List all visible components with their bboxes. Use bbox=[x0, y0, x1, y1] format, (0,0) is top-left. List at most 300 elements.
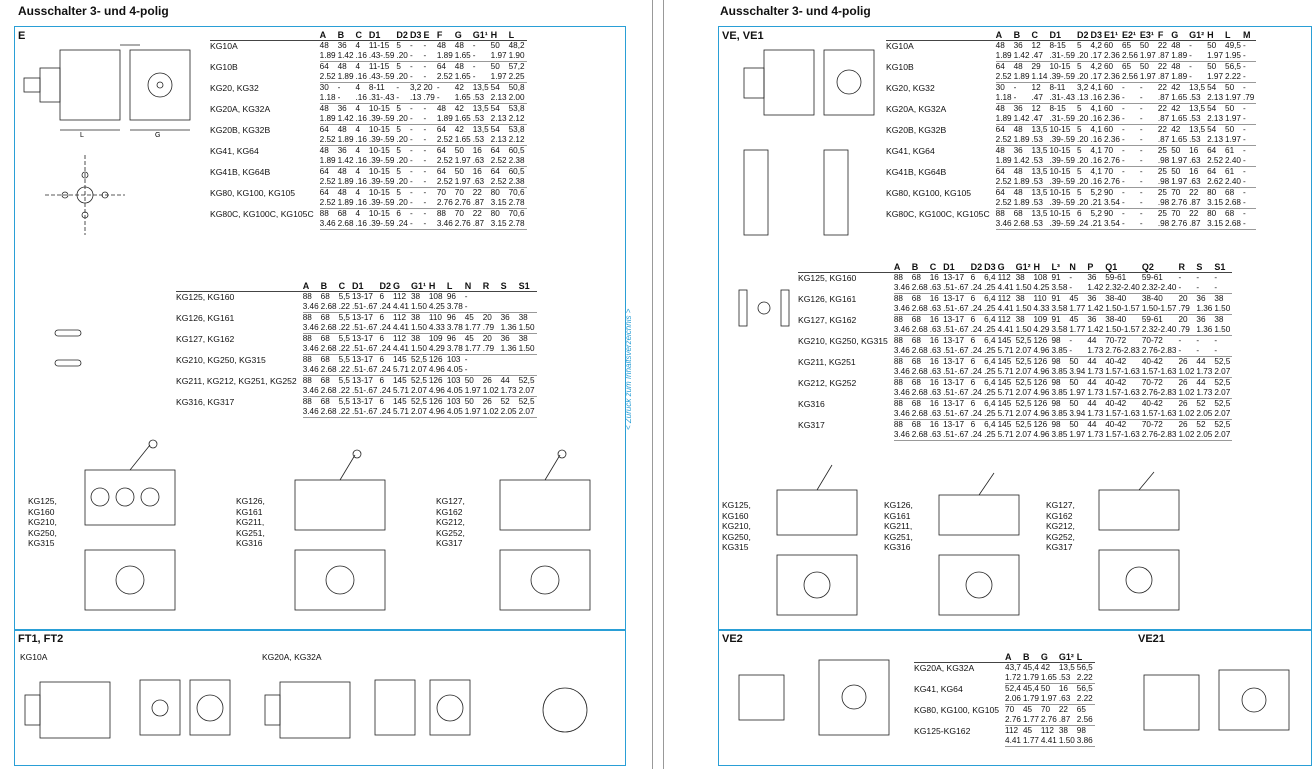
cell-inch: 2.07 bbox=[1214, 409, 1231, 418]
cell-mm: 11-15 bbox=[368, 62, 390, 71]
cell-mm: 25 bbox=[1157, 167, 1167, 176]
cell-inch: 5.71 bbox=[997, 367, 1014, 376]
cell-inch: .16 bbox=[1090, 177, 1104, 188]
cell-mm: 65 bbox=[1121, 62, 1132, 71]
cell-inch: 1.89 bbox=[319, 114, 336, 123]
cell-inch: - bbox=[1196, 346, 1214, 357]
section-title-ve2: VE2 bbox=[722, 633, 743, 645]
cell-mm: 6,4 bbox=[984, 399, 996, 408]
ft-label-kg10a: KG10A bbox=[20, 652, 48, 662]
cell-mm: 64 bbox=[319, 188, 329, 197]
rt2-header-9: L³ bbox=[1051, 262, 1069, 273]
row-label: KG41, KG64 bbox=[210, 145, 259, 156]
cell-inch: 2.68 bbox=[320, 323, 337, 332]
cell-inch: - bbox=[1122, 135, 1140, 146]
cell-mm: 70-72 bbox=[1105, 336, 1127, 345]
cell-inch: - bbox=[1140, 114, 1158, 125]
cell-mm: 3,2 bbox=[1076, 83, 1089, 92]
cell-mm: 80 bbox=[1207, 188, 1217, 197]
cell-inch: 1.77 bbox=[464, 344, 481, 353]
cell-inch: - bbox=[1014, 93, 1032, 104]
cell-mm: 64 bbox=[1207, 167, 1217, 176]
lt1-header-8: G bbox=[455, 30, 473, 41]
cell-mm: 70 bbox=[454, 188, 464, 197]
cell-inch: 1.65 bbox=[1040, 673, 1057, 682]
cell-inch: .51-.67 bbox=[351, 365, 378, 374]
cell-inch: .87 bbox=[1189, 198, 1207, 209]
cell-inch: .20 bbox=[1077, 198, 1091, 209]
cell-inch: .22 bbox=[338, 344, 350, 353]
table-row bbox=[886, 125, 1256, 136]
cell-mm: 70 bbox=[1171, 188, 1181, 197]
cell-inch: .63 bbox=[929, 304, 942, 313]
cell-inch: 4.05 bbox=[446, 386, 463, 395]
cell-mm: 38 bbox=[1015, 294, 1025, 303]
ve-switch-drawing-1 bbox=[772, 460, 862, 630]
cell-inch: 1.97 bbox=[1171, 177, 1188, 186]
cell-inch: 1.89 bbox=[1171, 51, 1188, 60]
cell-inch: .20 bbox=[396, 177, 410, 188]
cell-inch: 1.97 bbox=[1225, 114, 1241, 123]
cell-mm: - bbox=[1242, 188, 1246, 197]
cell-mm: 70 bbox=[1171, 209, 1181, 218]
cell-inch: .63 bbox=[1189, 156, 1207, 167]
cell-inch: .20 bbox=[1077, 72, 1091, 83]
cell-mm: 40-42 bbox=[1105, 357, 1127, 366]
cell-inch: 2.07 bbox=[518, 407, 535, 416]
cell-mm: 48 bbox=[1013, 167, 1023, 176]
cell-mm: 52,5 bbox=[518, 397, 535, 406]
cell-inch: - bbox=[1214, 346, 1232, 357]
cell-inch: 2.05 bbox=[500, 407, 517, 416]
row-label: KG125, KG160 bbox=[798, 273, 857, 283]
cell-mm: 48 bbox=[337, 125, 347, 134]
cell-mm: 52,5 bbox=[1214, 399, 1231, 408]
cell-mm: 16 bbox=[929, 294, 939, 303]
cell-mm: 54 bbox=[490, 125, 500, 134]
cell-mm: 5 bbox=[1076, 125, 1082, 134]
cell-inch: - bbox=[1214, 283, 1232, 294]
cell-mm bbox=[501, 355, 519, 366]
cell-inch: .47 bbox=[1032, 51, 1050, 62]
cell-inch: 1.50-1.57 bbox=[1141, 304, 1177, 313]
cell-mm: 64 bbox=[319, 125, 329, 134]
cell-mm: 50 bbox=[1171, 167, 1181, 176]
cell-mm: 64 bbox=[319, 62, 329, 71]
cell-inch: .63 bbox=[929, 367, 942, 376]
cell-inch: 2.78 bbox=[508, 219, 525, 228]
lt2-header-7: H bbox=[429, 281, 447, 292]
cell-inch: 1.79 bbox=[1022, 673, 1039, 682]
cell-inch: 1.50 bbox=[518, 344, 535, 353]
cell-mm: 44 bbox=[500, 376, 510, 385]
cell-inch: 1.97 bbox=[1207, 72, 1224, 81]
cell-mm: 6 bbox=[379, 292, 385, 301]
cell-mm: 36 bbox=[1013, 104, 1023, 113]
cell-mm: 88 bbox=[302, 376, 312, 385]
cell-inch: - bbox=[410, 177, 424, 188]
cell-mm: 38-40 bbox=[1105, 294, 1127, 303]
rt1-header-13: L bbox=[1225, 30, 1243, 41]
cell-inch: 1.65 bbox=[1171, 114, 1188, 123]
cell-mm: 4,1 bbox=[1090, 167, 1102, 176]
group-label-1: KG125, KG160 KG210, KG250, KG315 bbox=[28, 496, 57, 548]
row-label: KG211, KG212, KG251, KG252 bbox=[176, 375, 297, 386]
lt2-header-2: C bbox=[339, 281, 352, 292]
cell-mm: 48 bbox=[995, 41, 1005, 50]
cell-mm: 50 bbox=[1139, 62, 1149, 71]
cell-inch: - bbox=[465, 302, 483, 313]
cell-inch: .20 bbox=[1077, 177, 1091, 188]
cell-mm: 50 bbox=[1040, 684, 1051, 693]
cell-inch: 2.36 bbox=[1104, 114, 1120, 123]
cell-mm: 56,5 bbox=[1225, 62, 1241, 71]
cell-mm: 88 bbox=[893, 357, 903, 366]
cell-mm: 68 bbox=[911, 399, 921, 408]
cell-inch: 1.77 bbox=[1022, 736, 1039, 745]
cell-mm: 48 bbox=[1171, 41, 1181, 50]
cell-inch: .63 bbox=[1189, 177, 1207, 188]
cell-mm: 38-40 bbox=[1105, 315, 1127, 324]
cell-inch: .31-.59 bbox=[1049, 114, 1075, 123]
cell-inch: 2.68 bbox=[911, 409, 928, 418]
cell-mm: 42 bbox=[454, 104, 464, 113]
cell-inch: - bbox=[1243, 135, 1256, 146]
cell-inch: 4.96 bbox=[1033, 346, 1050, 355]
cell-inch: 3.86 bbox=[1076, 736, 1093, 745]
table-row bbox=[176, 334, 537, 345]
row-label: KG317 bbox=[798, 419, 825, 430]
dimension-table-kg125-kg317 bbox=[176, 281, 537, 418]
cell-mm: 52,5 bbox=[1015, 378, 1032, 387]
cell-inch: 2.68 bbox=[1225, 198, 1241, 207]
cell-mm: 38 bbox=[1015, 315, 1025, 324]
table-row bbox=[176, 313, 537, 324]
cell-mm: 60 bbox=[1104, 41, 1114, 50]
cell-mm: 44 bbox=[1087, 378, 1097, 387]
cell-mm: 145 bbox=[997, 336, 1012, 345]
cell-mm: 52,5 bbox=[1214, 357, 1231, 366]
cell-mm: 50 bbox=[1207, 62, 1217, 71]
cell-mm: 5,5 bbox=[338, 355, 350, 364]
cell-mm: 68 bbox=[911, 420, 921, 429]
cell-inch: 2.05 bbox=[1196, 430, 1213, 439]
rt1-header-2: C bbox=[1032, 30, 1050, 41]
row-label: KG41B, KG64B bbox=[210, 166, 271, 177]
cell-mm: 10-15 bbox=[368, 209, 390, 218]
cell-mm: 98 bbox=[1051, 399, 1061, 408]
cell-inch: .20 bbox=[396, 51, 410, 62]
cell-inch: 3.85 bbox=[1051, 409, 1068, 418]
cell-inch: - bbox=[1243, 219, 1256, 230]
cell-mm bbox=[483, 355, 501, 366]
cell-inch: 1.97 bbox=[1040, 694, 1057, 703]
cell-inch: .53 bbox=[1032, 219, 1050, 230]
cell-inch: 2.13 bbox=[1207, 114, 1224, 123]
cell-inch: 3.46 bbox=[893, 367, 910, 376]
cell-inch: .25 bbox=[984, 367, 998, 378]
cell-mm: 98 bbox=[1051, 378, 1061, 387]
right-page bbox=[664, 0, 1316, 769]
cell-mm: 4,1 bbox=[1090, 104, 1102, 113]
cell-inch: - bbox=[410, 198, 424, 209]
lt2-header-10: R bbox=[483, 281, 501, 292]
cell-mm: 48 bbox=[1013, 62, 1023, 71]
cell-mm: 5 bbox=[396, 167, 401, 176]
cell-inch: .24 bbox=[971, 409, 985, 420]
cell-mm: 52,5 bbox=[1015, 336, 1032, 345]
cell-mm: 12 bbox=[1031, 41, 1041, 50]
cell-mm: 5,2 bbox=[1090, 188, 1102, 197]
cell-mm: 53,8 bbox=[508, 104, 525, 113]
table-row bbox=[886, 104, 1256, 115]
cell-inch: .24 bbox=[971, 367, 985, 378]
cell-inch: 4.05 bbox=[446, 407, 463, 416]
cell-mm: 36 bbox=[1087, 273, 1097, 282]
cell-inch: 1.77 bbox=[464, 323, 481, 332]
row-label: KG126, KG161 bbox=[798, 293, 857, 304]
cell-inch: 2.36 bbox=[1104, 135, 1120, 144]
cell-inch: 1.14 bbox=[1031, 72, 1048, 81]
cell-inch: 2.52 bbox=[490, 156, 507, 165]
back-link-left[interactable]: < Zurück zum Inhaltsverzeichnis > bbox=[624, 308, 633, 430]
cell-inch: 3.78 bbox=[446, 323, 463, 332]
cell-inch: .24 bbox=[379, 344, 393, 355]
cell-inch: 2.68 bbox=[320, 302, 337, 311]
cell-mm: 16 bbox=[929, 336, 939, 345]
cell-inch: 1.36 bbox=[500, 344, 517, 353]
cell-inch: 4.96 bbox=[1033, 367, 1050, 376]
cell-mm: 38 bbox=[410, 334, 421, 343]
ve-group-label-1: KG125, KG160 KG210, KG250, KG315 bbox=[722, 500, 751, 552]
cell-mm: - bbox=[1139, 104, 1143, 113]
cell-mm: 52,5 bbox=[1015, 399, 1032, 408]
cell-inch: 1.97 bbox=[1207, 51, 1224, 60]
cell-inch: .51-.67 bbox=[943, 283, 969, 292]
cell-mm: 26 bbox=[1178, 399, 1188, 408]
cell-mm: 53,8 bbox=[508, 125, 525, 134]
cell-inch: 3.58 bbox=[1051, 304, 1068, 313]
row-label: KG126, KG161 bbox=[176, 312, 235, 323]
cell-mm: 91 bbox=[1051, 294, 1061, 303]
row-label: KG210, KG250, KG315 bbox=[798, 335, 888, 346]
cell-mm: 88 bbox=[436, 209, 446, 218]
lt2-header-12: S1 bbox=[519, 281, 537, 292]
cell-mm: 91 bbox=[1051, 315, 1061, 324]
cell-mm: 44 bbox=[1087, 420, 1097, 429]
cell-inch: 2.22 bbox=[1076, 694, 1093, 703]
cell-mm: 6 bbox=[970, 357, 976, 366]
cell-mm: 5 bbox=[396, 146, 401, 155]
rt2-header-6: G bbox=[998, 262, 1016, 273]
cell-mm: 38-40 bbox=[1141, 294, 1163, 303]
rt2-header-15: S bbox=[1196, 262, 1214, 273]
cell-inch: .39-.59 bbox=[368, 219, 395, 228]
cell-mm: 16 bbox=[929, 315, 939, 324]
cell-inch: 5.71 bbox=[393, 407, 409, 416]
cell-mm: 145 bbox=[997, 399, 1012, 408]
page-title-right: Ausschalter 3- und 4-polig bbox=[720, 4, 871, 18]
row-label: KG10B bbox=[886, 61, 914, 72]
cell-inch: 2.07 bbox=[1015, 388, 1032, 397]
cell-mm: 50 bbox=[1225, 125, 1235, 134]
cell-inch: 1.65 bbox=[1171, 93, 1188, 102]
cell-mm: 52,4 bbox=[1005, 684, 1021, 693]
cell-inch: 1.73 bbox=[1087, 388, 1104, 397]
cell-inch: - bbox=[1140, 198, 1158, 209]
cell-inch: .22 bbox=[338, 323, 350, 332]
table-row bbox=[886, 188, 1256, 199]
cell-mm: 20 bbox=[423, 83, 433, 92]
cell-inch: 2.68 bbox=[911, 283, 928, 292]
cell-mm: 61 bbox=[1225, 167, 1235, 176]
cell-mm: 60 bbox=[1104, 83, 1114, 92]
cell-inch: 3.15 bbox=[490, 198, 507, 207]
cell-inch: 3.46 bbox=[893, 409, 910, 418]
cell-inch: 2.13 bbox=[1207, 135, 1224, 144]
cell-mm: 6 bbox=[379, 355, 385, 364]
table-row bbox=[798, 336, 1232, 347]
cell-mm: - bbox=[409, 209, 413, 218]
cell-mm: 48 bbox=[454, 62, 464, 71]
cell-mm: 4 bbox=[355, 83, 361, 92]
cell-mm: - bbox=[472, 62, 476, 71]
cell-mm: 61 bbox=[1225, 146, 1235, 155]
lt2-header-9: N bbox=[465, 281, 483, 292]
cell-mm: - bbox=[1242, 125, 1246, 134]
cell-inch: 5.71 bbox=[997, 430, 1014, 439]
cell-mm: - bbox=[1242, 104, 1246, 113]
cell-inch: .22 bbox=[338, 302, 350, 311]
cell-mm: 16 bbox=[472, 167, 482, 176]
cell-mm: 22 bbox=[1157, 83, 1167, 92]
cell-inch: .87 bbox=[473, 219, 491, 230]
cell-inch: 3.54 bbox=[1104, 198, 1120, 207]
cell-mm: - bbox=[1139, 188, 1143, 197]
cell-inch: 2.76-2.83 bbox=[1105, 346, 1140, 355]
rt2-header-14: R bbox=[1178, 262, 1196, 273]
cell-inch: 3.46 bbox=[436, 219, 453, 228]
cell-inch: .87 bbox=[1157, 114, 1170, 123]
cell-inch: 1.97 bbox=[490, 51, 507, 60]
cell-inch: .24 bbox=[1077, 219, 1091, 230]
cell-mm: 6,4 bbox=[984, 294, 996, 303]
cell-inch: 2.76 bbox=[436, 198, 453, 207]
cell-mm: - bbox=[409, 167, 413, 176]
cell-mm: 88 bbox=[302, 397, 312, 406]
cell-inch: .20 bbox=[396, 135, 410, 146]
table-row bbox=[210, 41, 527, 52]
cell-mm: 5 bbox=[396, 104, 401, 113]
cell-mm: 36 bbox=[1196, 315, 1206, 324]
cell-inch: 2.76 bbox=[1040, 715, 1057, 724]
cell-mm: 88 bbox=[302, 355, 312, 364]
cell-mm: 48 bbox=[1013, 125, 1023, 134]
cell-inch: - bbox=[1140, 93, 1158, 104]
table-row bbox=[798, 273, 1232, 284]
cell-mm: 60 bbox=[1104, 125, 1114, 134]
cell-inch: 2.12 bbox=[508, 135, 525, 144]
cell-mm: 4,2 bbox=[1090, 41, 1102, 50]
cell-inch: 1.73 bbox=[1196, 367, 1213, 376]
cell-inch: 2.68 bbox=[320, 386, 337, 395]
cell-inch: .63 bbox=[929, 325, 942, 334]
rt2-header-5: D3 bbox=[984, 262, 996, 272]
cell-inch: .24 bbox=[379, 407, 393, 418]
cell-inch: 1.65 bbox=[1171, 135, 1188, 144]
cell-mm: 50 bbox=[1069, 420, 1079, 429]
cell-inch: 2.00 bbox=[508, 93, 525, 102]
cell-inch: .51-.67 bbox=[943, 304, 969, 313]
cell-mm: 112 bbox=[997, 273, 1011, 282]
cell-mm: 64 bbox=[319, 167, 329, 176]
cell-mm: 52,5 bbox=[410, 376, 427, 385]
row-label: KG127, KG162 bbox=[798, 314, 857, 325]
cell-inch: .39-.59 bbox=[1049, 177, 1075, 186]
cell-mm: 44 bbox=[1087, 357, 1097, 366]
cell-inch: 2.52 bbox=[436, 72, 453, 81]
row-label: KG211, KG251 bbox=[798, 356, 856, 367]
cell-inch: .79 bbox=[423, 93, 435, 102]
cell-inch: .51-.67 bbox=[351, 302, 378, 311]
cell-mm: 16 bbox=[472, 146, 482, 155]
cell-inch: .25 bbox=[984, 283, 998, 294]
lt1-header-7: F bbox=[437, 30, 455, 41]
rt2-header-10: N bbox=[1069, 262, 1087, 273]
dim-label-g: G bbox=[155, 132, 161, 139]
cell-inch: - bbox=[1069, 346, 1087, 357]
rt2-header-0: A bbox=[894, 262, 912, 273]
cell-mm: 59-61 bbox=[1141, 315, 1163, 324]
cell-mm: 13-17 bbox=[351, 355, 373, 364]
cell-inch: 2.07 bbox=[1015, 367, 1032, 376]
cell-inch: 1.79 bbox=[1022, 694, 1039, 703]
page-divider bbox=[652, 0, 664, 769]
cell-mm: 13,5 bbox=[1189, 104, 1206, 113]
lt2-header-11: S bbox=[501, 281, 519, 292]
cell-inch: 4.96 bbox=[428, 386, 445, 395]
cell-mm: 50 bbox=[1225, 104, 1235, 113]
cell-mm: - bbox=[1214, 273, 1218, 282]
cell-mm: 50 bbox=[490, 62, 500, 71]
cell-mm: 29 bbox=[1031, 62, 1041, 71]
cell-mm: 54 bbox=[1207, 104, 1217, 113]
cell-inch: .16 bbox=[355, 156, 367, 165]
cell-inch: 2.56 bbox=[1121, 51, 1138, 60]
cell-mm: 70,6 bbox=[508, 188, 525, 197]
cell-inch: 1.77 bbox=[1022, 715, 1039, 724]
cell-inch: - bbox=[1122, 156, 1140, 167]
table-row bbox=[914, 726, 1095, 737]
cell-inch: .16 bbox=[355, 177, 367, 186]
row-label: KG20, KG32 bbox=[886, 82, 935, 93]
cell-mm: - bbox=[1189, 62, 1192, 71]
cell-inch: 5.71 bbox=[997, 346, 1014, 355]
table-row bbox=[210, 62, 527, 73]
cell-mm: 4 bbox=[355, 188, 361, 197]
cell-mm: 50 bbox=[464, 376, 474, 385]
cell-inch: .16 bbox=[1090, 135, 1104, 146]
lt1-header-10: H bbox=[491, 30, 509, 41]
left-page bbox=[0, 0, 652, 769]
cell-inch: .43-.59 bbox=[368, 72, 395, 81]
cell-mm: 70,6 bbox=[508, 209, 525, 218]
cell-inch: 2.32-2.40 bbox=[1141, 283, 1177, 292]
cell-inch: 3.85 bbox=[1051, 367, 1068, 376]
cell-inch: 2.52 bbox=[995, 135, 1012, 144]
cell-mm bbox=[519, 355, 537, 366]
cell-inch: - bbox=[1140, 135, 1158, 146]
